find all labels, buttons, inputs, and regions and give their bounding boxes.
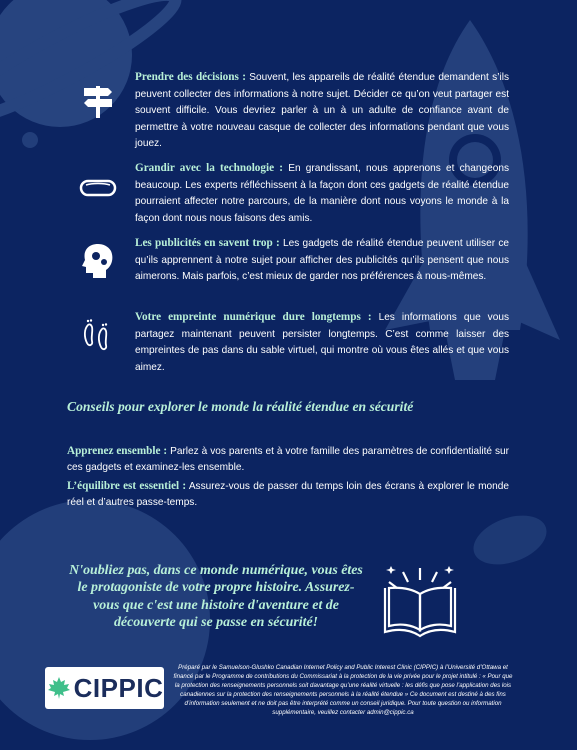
item-text: En grandissant, nous apprenons et changeons beaucoup. Les experts réfléchissent à la façon dont ces gadgets de réalité étendue pourraient affecter notre parcours, de la manière dont nous voyons le monde à la façon dont nous nous faisons des amis. bbox=[135, 163, 509, 224]
tip-item bbox=[67, 478, 509, 511]
item-term: Votre empreinte numérique dure longtemps : bbox=[135, 311, 372, 323]
tip-item bbox=[67, 443, 509, 476]
item-text: Souvent, les appareils de réalité étendue demandent s’ils peuvent collecter des informations à notre sujet. Décider ce qu’on veut partager est souvent difficile. Vous devriez parler à un à un adulte de confiance avant de permettre à votre nouveau casque de collecter des informations pendant que vous jouez. bbox=[135, 72, 509, 150]
item-text: Les informations que vous partagez maintenant peuvent persister longtemps. C’est comme laisser des empreintes de pas dans du sable virtuel, qui montre où vous êtes allés et que vous aimez. bbox=[135, 312, 510, 373]
footprints-icon bbox=[78, 315, 118, 355]
list-item bbox=[135, 309, 509, 376]
tip-term: Apprenez ensemble : bbox=[67, 445, 168, 457]
item-term: Grandir avec la technologie : bbox=[135, 162, 283, 174]
tip-text: Assurez-vous de passer du temps loin des écrans à explorer le monde réel et d’autres passe-temps. bbox=[67, 481, 510, 509]
item-term: Prendre des décisions : bbox=[135, 71, 246, 83]
cippic-logo bbox=[45, 667, 164, 709]
tip-text: Parlez à vos parents et à votre famille des paramètres de confidentialité sur ces gadgets et examinez-les ensemble. bbox=[67, 446, 509, 474]
asteroid-decoration bbox=[467, 506, 553, 573]
callout-text: N'oubliez pas, dans ce monde numérique, vous êtes le protagoniste de votre propre histoire. Assurez-vous que c'est une histoire d'aventure et de découverte qui se passe en sécurité! bbox=[69, 563, 363, 631]
tip-term: L’équilibre est essentiel : bbox=[67, 480, 187, 492]
list-item bbox=[135, 160, 509, 227]
footnote: Préparé par le Samuelson-Glushko Canadian Internet Policy and Public Interest Clinic (CIPPIC) à l’Université d’Ottawa et financé par le Programme de contributions du Commissariat à la protection de la vie privée pour le projet intitulé : « Pour que la protection des renseignements personnels soit davantage qu’une réalité virtuelle : les défis que pose l’application des lois canadiennes sur la protection des renseignements personnels à la réalité étendue » Ce document est destiné à des fins d’information seulement et ne doit pas être interprété comme un conseil juridique. Pour toute question ou information supplémentaire, veuillez contacter admin@cippic.ca bbox=[173, 664, 513, 716]
vr-goggles-icon bbox=[78, 168, 118, 208]
logo-text: CIPPIC bbox=[73, 672, 164, 703]
open-book-icon bbox=[375, 558, 465, 648]
item-term: Les publicités en savent trop : bbox=[135, 237, 280, 249]
list-item bbox=[135, 235, 509, 286]
signpost-icon bbox=[78, 80, 118, 120]
moon-decoration bbox=[22, 132, 38, 148]
section-title: Conseils pour explorer le monde la réalité étendue en sécurité bbox=[67, 399, 414, 414]
head-gears-icon bbox=[78, 240, 118, 280]
item-text: Les gadgets de réalité étendue peuvent utiliser ce qu’ils apprennent à notre sujet pour afficher des publicités qu’ils pensent que nous aimerons. Mais parfois, c’est mieux de garder nos préférences à nous-mêmes. bbox=[135, 238, 509, 283]
maple-leaf-icon bbox=[46, 675, 72, 701]
list-item bbox=[135, 69, 509, 153]
